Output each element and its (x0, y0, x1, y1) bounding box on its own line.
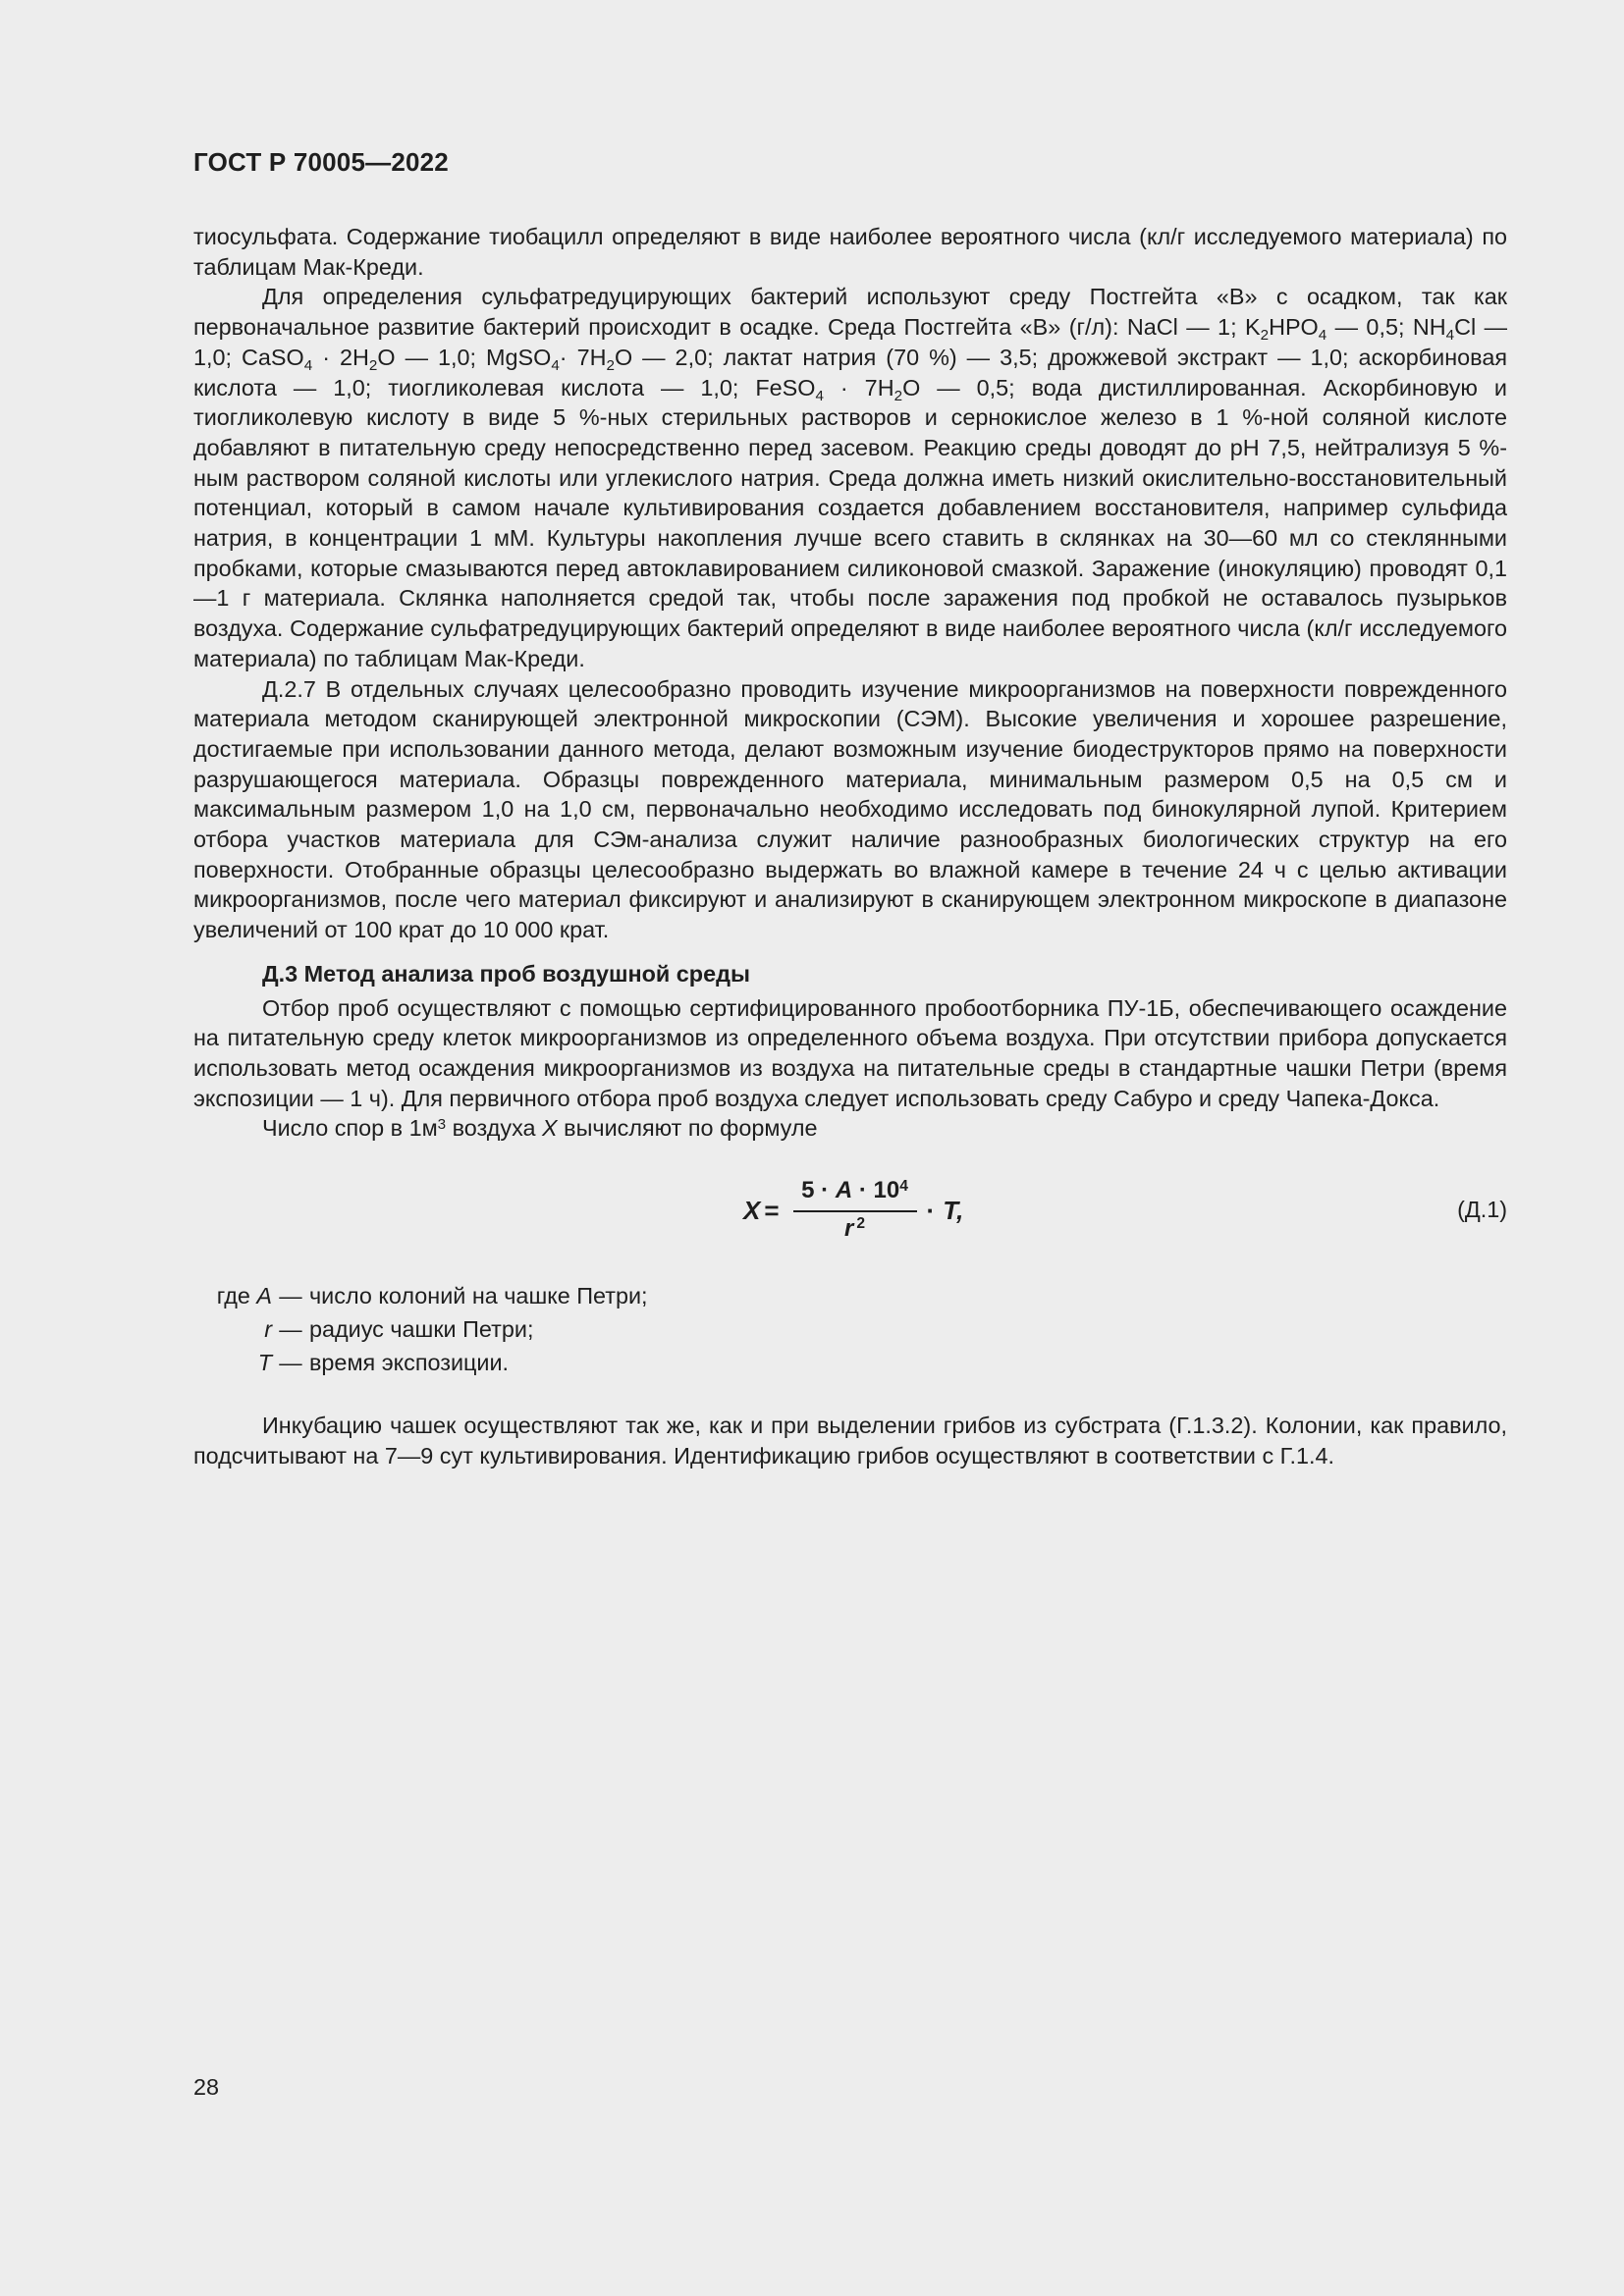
page-number: 28 (193, 2074, 220, 2100)
paragraph-air-sampling: Отбор проб осуществляют с помощью сертифицированного пробоотборника ПУ-1Б, обеспечивающего осаждение на питательную среду клеток микроорганизмов из определенного объема воздуха. При отсутствии прибора допускается использовать метод осаждения микроорганизмов из воздуха на питательные среды в стандартные чашки Петри (время экспозиции — 1 ч). Для первичного отбора проб воздуха следует использовать среду Сабуро и среду Чапека-Докса. (193, 994, 1507, 1111)
paragraph-formula-intro: Число спор в $1м^3$ воздуха X вычисляют по формуле (262, 1115, 818, 1142)
section-heading: Д.3 Метод анализа проб воздушной среды (262, 960, 750, 987)
document-body (193, 222, 1507, 1471)
formula-multiply: · (926, 1195, 936, 1225)
formula-lhs: X (743, 1195, 761, 1225)
formula (743, 1163, 963, 1257)
formula-numerator: $5 \cdot A \cdot 10^4$ (801, 1177, 908, 1204)
formula-rhs: T, (943, 1195, 964, 1225)
paragraph-postgate-medium: Для определения сульфатредуцирующих бактерий используют среду Постгейта «В» с осадком, так как первоначальное развитие бактерий происходит в осадке. Среда Постгейта «В» (г/л): NaCl — 1; $K_2HPO_4$ — 0,5; $NH_4Cl$ — 1,0; CaSO$_4$ · $2H_2O$ — 1,0; MgSO$_4$· $7H_2O$ — 2,0; лактат натрия (70 %) — 3,5; дрожжевой экстракт — 1,0; аскорбиновая кислота — 1,0; тиогликолевая кислота — 1,0; FeSO$_4$ · $7H_2O$ — 0,5; вода дистиллированная. Аскорбиновую и тиогликолевую кислоту в виде 5 %-ных стерильных растворов и сернокислое железо в 1 %-ной соляной кислоте добавляют в питательную среду непосредственно перед засевом. Реакцию среды доводят до pH 7,5, нейтрализуя 5 %-ным раствором соляной кислоты или углекислого натрия. Среда должна иметь низкий окислительно-восстановительный потенциал, который в самом начале культивирования создается добавлением восстановителя, например сульфида натрия, в концентрации 1 мМ. Культуры накопления лучше всего ставить в склянках на 30—60 мл со стеклянными пробками, которые смазываются перед автоклавированием силиконовой смазкой. Заражение (инокуляцию) проводят 0,1—1 г материала. Склянка наполняется средой так, чтобы после заражения под пробкой не оставалось пузырьков воздуха. Содержание сульфатредуцирующих бактерий определяют в виде наиболее вероятного числа (кл/г исследуемого материала) по таблицам Мак-Креди. (193, 284, 1508, 671)
paragraph-incubation: Инкубацию чашек осуществляют так же, как и при выделении грибов из субстрата (Г.1.3.2). Колонии, как правило, подсчитывают на 7—9 сут культивирования. Идентификацию грибов осуществляют в соответствии с Г.1.4. (193, 1413, 1507, 1468)
paragraph-continuation: тиосульфата. Содержание тиобацилл определяют в виде наиболее вероятного числа (кл/г исследуемого материала) по таблицам Мак-Креди. (193, 224, 1507, 280)
legend-item: T — время экспозиции. (257, 1350, 510, 1376)
equation-number: (Д.1) (1457, 1197, 1507, 1223)
formula-denominator: r $^2$ (844, 1215, 866, 1243)
paragraph-sem-method: Д.2.7 В отдельных случаях целесообразно проводить изучение микроорганизмов на поверхности поврежденного материала методом сканирующей электронной микроскопии (СЭМ). Высокие увеличения и хорошее разрешение, достигаемые при использовании данного метода, делают возможным изучение биодеструкторов прямо на поверхности разрушающегося материала. Образцы поврежденного материала, минимальным размером 0,5 на 0,5 см и максимальным размером 1,0 на 1,0 см, первоначально необходимо исследовать под бинокулярной лупой. Критерием отбора участков материала для СЭм-анализа служит наличие разнообразных биологических структур на его поверхности. Отобранные образцы целесообразно выдержать во влажной камере в течение 24 ч с целью активации микроорганизмов, после чего материал фиксируют и анализируют в сканирующем электронном микроскопе в диапазоне увеличений от 100 крат до 10 000 крат. (193, 675, 1507, 943)
formula-row (193, 1163, 1507, 1257)
legend-item: r — радиус чашки Петри; (264, 1316, 534, 1343)
formula-fraction (793, 1176, 917, 1244)
document-header: ГОСТ Р 70005—2022 (193, 147, 449, 177)
legend-item: где A — число колоний на чашке Петри; (216, 1283, 648, 1309)
formula-equals: = (764, 1195, 780, 1225)
formula-legend (193, 1279, 1507, 1379)
